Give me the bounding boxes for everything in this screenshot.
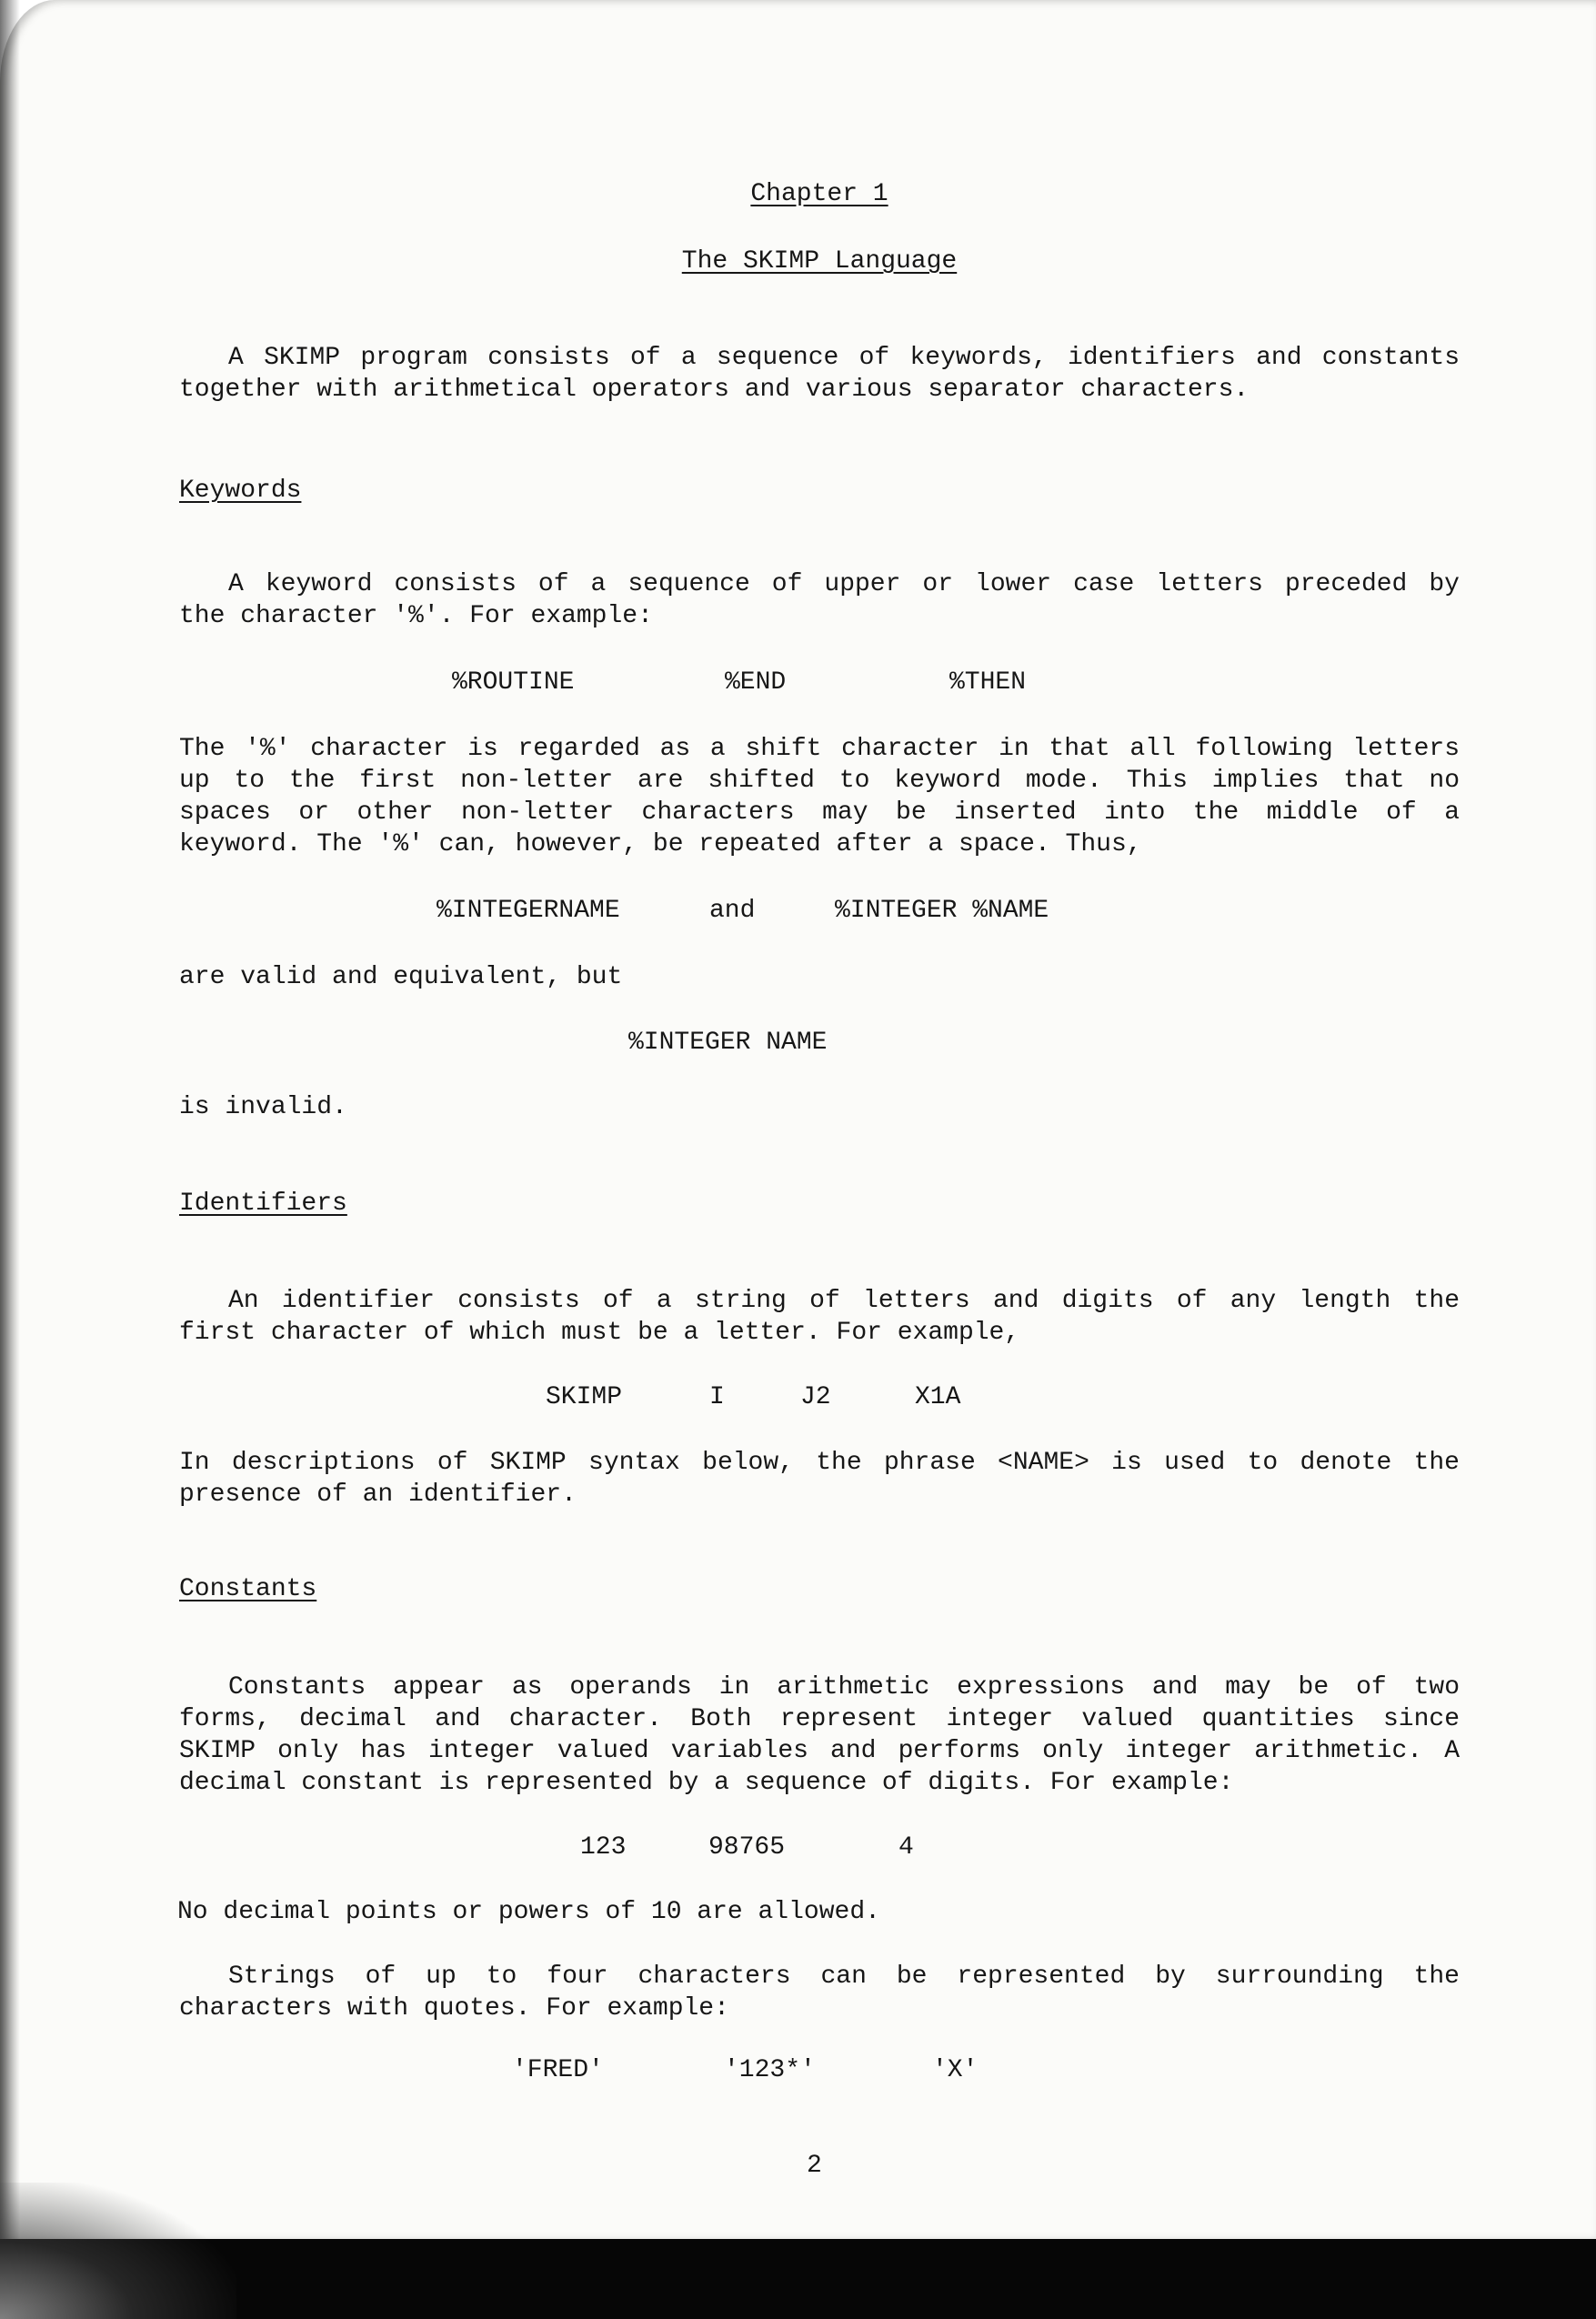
string-example-123: '123*'	[724, 2056, 816, 2084]
keyword-example-routine: %ROUTINE	[452, 668, 575, 697]
intro-line-1: A SKIMP program consists of a sequence of keywords, identifiers and constants	[228, 344, 1460, 372]
constants-p2-line-2: characters with quotes. For example:	[179, 1994, 729, 2023]
identifier-example-skimp: SKIMP	[546, 1383, 623, 1411]
identifier-example-i: I	[709, 1383, 725, 1411]
identifiers-paragraph-1	[179, 1285, 1460, 1349]
keywords-p1-line-2: the character '%'. For example:	[179, 602, 653, 630]
identifiers-p2-line-1: In descriptions of SKIMP syntax below, the phrase <NAME> is used to denote the	[179, 1449, 1460, 1477]
constants-p1-line-1: Constants appear as operands in arithmetic expressions and may be of two	[228, 1673, 1460, 1702]
scan-bottom-bar	[0, 2239, 1596, 2319]
string-example-fred: 'FRED'	[512, 2056, 604, 2084]
keywords-paragraph-1	[179, 568, 1460, 632]
decimal-example-123: 123	[580, 1833, 627, 1862]
identifiers-paragraph-2	[179, 1447, 1460, 1511]
constants-paragraph-2	[179, 1961, 1460, 2024]
constants-p2-line-1: Strings of up to four characters can be represented by surrounding the	[228, 1963, 1460, 1991]
keywords-p2-line-2: up to the first non-letter are shifted to keyword mode. This implies that no	[179, 767, 1460, 795]
identifier-example-j2: J2	[800, 1383, 831, 1411]
intro-line-2: together with arithmetical operators and various separator characters.	[179, 376, 1250, 404]
keywords-paragraph-2	[179, 733, 1460, 860]
constants-p1-line-2: forms, decimal and character. Both represent integer valued quantities since	[179, 1705, 1460, 1733]
keywords-p2-line-1: The '%' character is regarded as a shift character in that all following letters	[179, 735, 1460, 763]
page-title: The SKIMP Language	[681, 247, 958, 276]
keyword-equiv-integername: %INTEGERNAME	[437, 897, 620, 925]
identifiers-p1-line-2: first character of which must be a letter. For example,	[179, 1319, 1020, 1347]
keywords-p2-line-3: spaces or other non-letter characters may be inserted into the middle of a	[179, 798, 1460, 827]
identifiers-p1-line-1: An identifier consists of a string of letters and digits of any length the	[228, 1287, 1460, 1315]
intro-paragraph	[179, 342, 1460, 406]
identifiers-heading: Identifiers	[179, 1190, 347, 1218]
identifier-example-x1a: X1A	[915, 1383, 961, 1411]
keywords-p2-line-4: keyword. The '%' can, however, be repeated after a space. Thus,	[179, 830, 1142, 858]
keywords-invalid-text: is invalid.	[179, 1093, 347, 1121]
keywords-valid-text: are valid and equivalent, but	[179, 963, 623, 991]
identifiers-p2-line-2: presence of an identifier.	[179, 1481, 577, 1509]
keyword-invalid-example: %INTEGER NAME	[628, 1029, 828, 1057]
decimal-example-4: 4	[898, 1833, 914, 1862]
page-edge-shadow	[0, 0, 20, 2246]
chapter-heading: Chapter 1	[750, 180, 888, 208]
page-number: 2	[807, 2152, 822, 2180]
keyword-example-end: %END	[725, 668, 787, 697]
keyword-example-then: %THEN	[949, 668, 1027, 697]
constants-heading: Constants	[179, 1575, 317, 1603]
constants-p1-line-4: decimal constant is represented by a sequence of digits. For example:	[179, 1769, 1234, 1797]
constants-p1-line-3: SKIMP only has integer valued variables and performs only integer arithmetic. A	[179, 1737, 1460, 1765]
no-decimal-text: No decimal points or powers of 10 are allowed.	[177, 1898, 880, 1926]
keyword-equiv-and: and	[709, 897, 756, 925]
keywords-heading: Keywords	[179, 477, 302, 505]
keyword-equiv-integer-name: %INTEGER %NAME	[835, 897, 1049, 925]
string-example-x: 'X'	[932, 2056, 979, 2084]
keywords-p1-line-1: A keyword consists of a sequence of upper or lower case letters preceded by	[228, 570, 1460, 598]
scan-corner-fade	[0, 2183, 236, 2319]
constants-paragraph-1	[179, 1671, 1460, 1799]
decimal-example-98765: 98765	[708, 1833, 786, 1862]
